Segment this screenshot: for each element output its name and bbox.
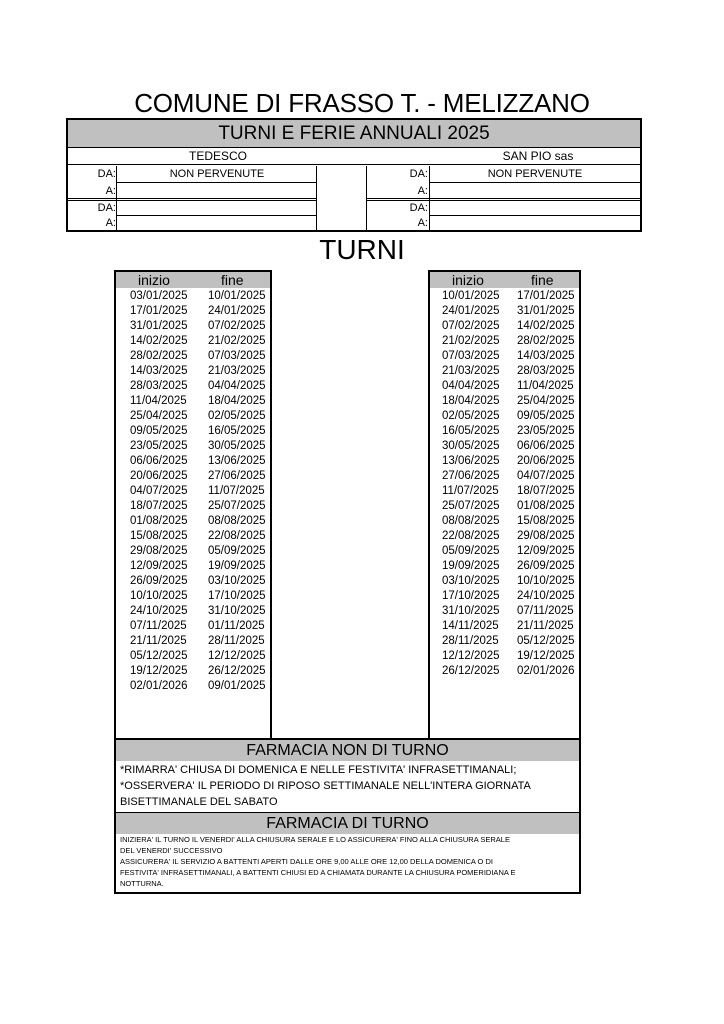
shift-end-date: 12/12/2025 [208, 650, 266, 662]
shift-end-date: 07/11/2025 [517, 605, 574, 617]
shift-row [430, 589, 579, 604]
turni-title: TURNI [319, 234, 405, 265]
left-row-line-2b [68, 200, 316, 201]
shift-row [116, 319, 270, 334]
shift-start-date: 22/08/2025 [442, 530, 500, 542]
shift-start-date: 25/04/2025 [130, 410, 188, 422]
shift-end-date: 29/08/2025 [517, 530, 575, 542]
shift-end-date: 24/10/2025 [517, 590, 575, 602]
shift-start-date: 21/11/2025 [130, 635, 187, 647]
shift-start-date: 19/12/2025 [130, 665, 188, 677]
shift-start-date: 12/09/2025 [130, 560, 188, 572]
pharmacy-periods-box [66, 118, 642, 232]
shift-start-date: 04/07/2025 [130, 485, 188, 497]
shift-end-date: 16/05/2025 [208, 425, 266, 437]
shift-row [116, 514, 270, 529]
shift-end-date: 22/08/2025 [208, 530, 266, 542]
shift-row [430, 439, 579, 454]
shift-end-date: 19/09/2025 [208, 560, 266, 572]
center-divider [366, 166, 367, 232]
shift-start-date: 14/11/2025 [442, 620, 499, 632]
shift-end-date: 10/01/2025 [208, 290, 266, 302]
shift-start-date: 13/06/2025 [442, 455, 500, 467]
shift-start-date: 01/08/2025 [130, 515, 188, 527]
shift-start-date: 07/03/2025 [442, 350, 500, 362]
shift-end-date: 21/03/2025 [208, 365, 266, 377]
shift-start-date: 25/07/2025 [442, 500, 500, 512]
right-period2-to-row [380, 215, 640, 231]
shift-end-date: 25/07/2025 [208, 500, 266, 512]
shift-row [430, 499, 579, 514]
pharmacy-names-row [68, 148, 640, 165]
shift-end-date: 26/09/2025 [517, 560, 575, 572]
shift-row [116, 634, 270, 649]
col-start-label: inizio [138, 272, 170, 288]
shift-row [430, 544, 579, 559]
shift-row [430, 529, 579, 544]
right-da-label-2: DA: [409, 202, 428, 214]
shift-start-date: 10/01/2025 [442, 290, 500, 302]
right-period1-to-row [380, 183, 640, 199]
notes-box [114, 738, 581, 894]
left-row-line-3 [116, 215, 316, 216]
shift-start-date: 14/03/2025 [130, 365, 188, 377]
shift-row [116, 289, 270, 304]
shift-row [116, 484, 270, 499]
shift-row [116, 619, 270, 634]
shift-row [430, 409, 579, 424]
shift-end-date: 02/01/2026 [517, 665, 575, 677]
right-period1-from-row [380, 166, 640, 182]
shift-start-date: 18/07/2025 [130, 500, 188, 512]
shift-end-date: 28/03/2025 [517, 365, 575, 377]
shift-row [116, 409, 270, 424]
shift-row [430, 289, 579, 304]
shift-end-date: 21/11/2025 [517, 620, 574, 632]
shift-start-date: 24/10/2025 [130, 605, 188, 617]
shift-start-date: 26/09/2025 [130, 575, 188, 587]
left-label-divider [116, 166, 117, 232]
shift-row [116, 454, 270, 469]
shift-start-date: 27/06/2025 [442, 470, 500, 482]
shift-end-date: 15/08/2025 [517, 515, 575, 527]
shift-start-date: 24/01/2025 [442, 305, 500, 317]
shift-end-date: 11/04/2025 [517, 380, 574, 392]
shift-end-date: 24/01/2025 [208, 305, 266, 317]
shift-start-date: 21/03/2025 [442, 365, 500, 377]
shift-start-date: 28/03/2025 [130, 380, 188, 392]
di-turno-line: INIZIERA' IL TURNO IL VENERDI' ALLA CHIUSURA SERALE E LO ASSICURERA' FINO ALLA CHIUSURA SERALE [120, 835, 510, 844]
shift-end-date: 06/06/2025 [517, 440, 575, 452]
left-period1-from-row [68, 166, 316, 182]
shift-end-date: 17/10/2025 [208, 590, 266, 602]
shift-start-date: 17/01/2025 [130, 305, 188, 317]
left-period2-to-row [68, 215, 316, 231]
non-di-turno-line: *RIMARRA' CHIUSA DI DOMENICA E NELLE FESTIVITA' INFRASETTIMANALI; [120, 764, 517, 776]
shift-row [116, 439, 270, 454]
col-end-label: fine [531, 272, 554, 288]
shift-start-date: 18/04/2025 [442, 395, 500, 407]
shift-row [430, 664, 579, 679]
shift-end-date: 14/02/2025 [517, 320, 575, 332]
di-turno-header: FARMACIA DI TURNO [116, 813, 579, 834]
left-block-divider [316, 166, 317, 232]
shift-start-date: 21/02/2025 [442, 335, 500, 347]
non-di-turno-line: *OSSERVERA' IL PERIODO DI RIPOSO SETTIMANALE NELL'INTERA GIORNATA [120, 780, 531, 792]
shift-start-date: 04/04/2025 [442, 380, 500, 392]
shift-start-date: 05/12/2025 [130, 650, 188, 662]
shift-row [116, 349, 270, 364]
shift-start-date: 31/10/2025 [442, 605, 500, 617]
shift-row [430, 514, 579, 529]
shift-row [116, 499, 270, 514]
shift-row [116, 304, 270, 319]
shift-row [116, 529, 270, 544]
shift-start-date: 10/10/2025 [130, 590, 188, 602]
right-da-label: DA: [409, 168, 428, 180]
shift-end-date: 04/04/2025 [208, 380, 266, 392]
shift-row [430, 634, 579, 649]
shift-row [116, 424, 270, 439]
shift-end-date: 09/01/2025 [208, 680, 266, 692]
shift-row [430, 319, 579, 334]
shift-start-date: 28/11/2025 [442, 635, 499, 647]
shift-row [430, 349, 579, 364]
shift-row [116, 649, 270, 664]
shift-row [116, 544, 270, 559]
shift-row [430, 364, 579, 379]
shift-start-date: 02/05/2025 [442, 410, 500, 422]
di-turno-line: DEL VENERDI' SUCCESSIVO [120, 846, 223, 855]
shift-end-date: 01/11/2025 [208, 620, 265, 632]
shift-end-date: 31/01/2025 [517, 305, 575, 317]
shift-end-date: 02/05/2025 [208, 410, 266, 422]
shift-end-date: 01/08/2025 [517, 500, 575, 512]
pharmacy-right-name: SAN PIO sas [502, 149, 574, 163]
shift-row [430, 424, 579, 439]
shift-start-date: 30/05/2025 [442, 440, 500, 452]
shift-start-date: 23/05/2025 [130, 440, 188, 452]
shift-start-date: 06/06/2025 [130, 455, 188, 467]
shift-end-date: 11/07/2025 [208, 485, 265, 497]
shift-end-date: 04/07/2025 [517, 470, 575, 482]
left-period1-to-row [68, 183, 316, 199]
shift-end-date: 14/03/2025 [517, 350, 575, 362]
shift-row [116, 469, 270, 484]
right-a-label: A: [417, 185, 428, 197]
shifts-table-left-header [116, 272, 270, 288]
non-di-turno-header: FARMACIA NON DI TURNO [116, 740, 579, 761]
shift-end-date: 18/07/2025 [517, 485, 575, 497]
shift-row [430, 334, 579, 349]
shift-end-date: 19/12/2025 [517, 650, 575, 662]
shift-row [430, 394, 579, 409]
shift-start-date: 20/06/2025 [130, 470, 188, 482]
shift-start-date: 07/11/2025 [130, 620, 187, 632]
shift-start-date: 11/04/2025 [130, 395, 187, 407]
shift-end-date: 25/04/2025 [517, 395, 575, 407]
shift-start-date: 16/05/2025 [442, 425, 500, 437]
shift-end-date: 05/12/2025 [517, 635, 575, 647]
shift-start-date: 15/08/2025 [130, 530, 188, 542]
pharmacy-left-name: TEDESCO [188, 149, 247, 163]
shift-row [116, 334, 270, 349]
right-row-line-3 [429, 215, 640, 216]
non-di-turno-line: BISETTIMANALE DEL SABATO [120, 796, 278, 808]
shift-start-date: 19/09/2025 [442, 560, 500, 572]
shift-end-date: 28/11/2025 [208, 635, 265, 647]
shifts-table-right-rows [430, 289, 579, 679]
shift-end-date: 13/06/2025 [208, 455, 266, 467]
shift-end-date: 05/09/2025 [208, 545, 266, 557]
shift-start-date: 05/09/2025 [442, 545, 500, 557]
annual-shifts-header: TURNI E FERIE ANNUALI 2025 [68, 120, 640, 148]
page-title: COMUNE DI FRASSO T. - MELIZZANO [134, 88, 590, 118]
shift-start-date: 08/08/2025 [442, 515, 500, 527]
shift-end-date: 28/02/2025 [517, 335, 575, 347]
shift-start-date: 03/10/2025 [442, 575, 500, 587]
left-row-line-2 [68, 198, 316, 199]
shift-end-date: 10/10/2025 [517, 575, 575, 587]
shift-start-date: 17/10/2025 [442, 590, 500, 602]
shift-start-date: 09/05/2025 [130, 425, 188, 437]
right-row-line-2 [366, 198, 640, 199]
shift-end-date: 09/05/2025 [517, 410, 575, 422]
shift-start-date: 02/01/2026 [130, 680, 188, 692]
shift-end-date: 03/10/2025 [208, 575, 266, 587]
shift-row [430, 379, 579, 394]
shift-end-date: 26/12/2025 [208, 665, 266, 677]
shift-end-date: 31/10/2025 [208, 605, 266, 617]
shift-start-date: 28/02/2025 [130, 350, 188, 362]
left-da-label: DA: [97, 168, 116, 180]
left-a-label: A: [105, 185, 116, 197]
shift-start-date: 12/12/2025 [442, 650, 500, 662]
shift-end-date: 23/05/2025 [517, 425, 575, 437]
shift-end-date: 17/01/2025 [517, 290, 575, 302]
shift-end-date: 08/08/2025 [208, 515, 266, 527]
left-status: NON PERVENUTE [169, 168, 265, 180]
right-label-divider [429, 166, 430, 232]
shift-row [430, 574, 579, 589]
shift-start-date: 03/01/2025 [130, 290, 188, 302]
left-da-label-2: DA: [97, 202, 116, 214]
di-turno-line: FESTIVITA' INFRASETTIMANALI, A BATTENTI CHIUSI ED A CHIAMATA DURANTE LA CHIUSURA POMERIDIANA E [120, 868, 516, 877]
shift-end-date: 18/04/2025 [208, 395, 266, 407]
right-row-line-1 [429, 182, 640, 183]
shift-end-date: 12/09/2025 [517, 545, 575, 557]
shift-row [116, 574, 270, 589]
shift-row [116, 604, 270, 619]
shift-start-date: 31/01/2025 [130, 320, 188, 332]
di-turno-line: NOTTURNA. [120, 879, 164, 888]
left-row-line-1 [116, 182, 316, 183]
shift-row [430, 454, 579, 469]
left-a-label-2: A: [105, 217, 116, 229]
shift-start-date: 11/07/2025 [442, 485, 499, 497]
shift-row [116, 679, 270, 694]
shift-end-date: 20/06/2025 [517, 455, 575, 467]
shift-row [430, 649, 579, 664]
shift-start-date: 07/02/2025 [442, 320, 500, 332]
shift-row [116, 589, 270, 604]
shifts-table-right [428, 270, 581, 740]
shift-end-date: 27/06/2025 [208, 470, 266, 482]
shifts-table-right-header [430, 272, 579, 288]
shift-start-date: 29/08/2025 [130, 545, 188, 557]
shift-end-date: 21/02/2025 [208, 335, 266, 347]
shift-start-date: 26/12/2025 [442, 665, 500, 677]
shift-row [116, 394, 270, 409]
shifts-table-left-rows [116, 289, 270, 694]
shift-end-date: 30/05/2025 [208, 440, 266, 452]
di-turno-line: ASSICURERA' IL SERVIZIO A BATTENTI APERTI DALLE ORE 9,00 ALLE ORE 12,00 DELLA DOMENICA O DI [120, 857, 493, 866]
left-period2-from-row [68, 200, 316, 216]
col-end-label: fine [221, 272, 244, 288]
shift-row [430, 619, 579, 634]
shift-row [430, 469, 579, 484]
shift-row [430, 559, 579, 574]
right-row-line-2b [366, 200, 640, 201]
shift-row [116, 559, 270, 574]
shift-row [430, 484, 579, 499]
shift-row [430, 304, 579, 319]
shift-end-date: 07/02/2025 [208, 320, 266, 332]
shift-end-date: 07/03/2025 [208, 350, 266, 362]
shifts-table-left [114, 270, 272, 740]
right-status: NON PERVENUTE [487, 168, 583, 180]
col-start-label: inizio [452, 272, 484, 288]
right-a-label-2: A: [417, 217, 428, 229]
shift-row [116, 364, 270, 379]
right-period2-from-row [380, 200, 640, 216]
shift-row [116, 664, 270, 679]
shift-row [430, 604, 579, 619]
shift-row [116, 379, 270, 394]
shift-start-date: 14/02/2025 [130, 335, 188, 347]
